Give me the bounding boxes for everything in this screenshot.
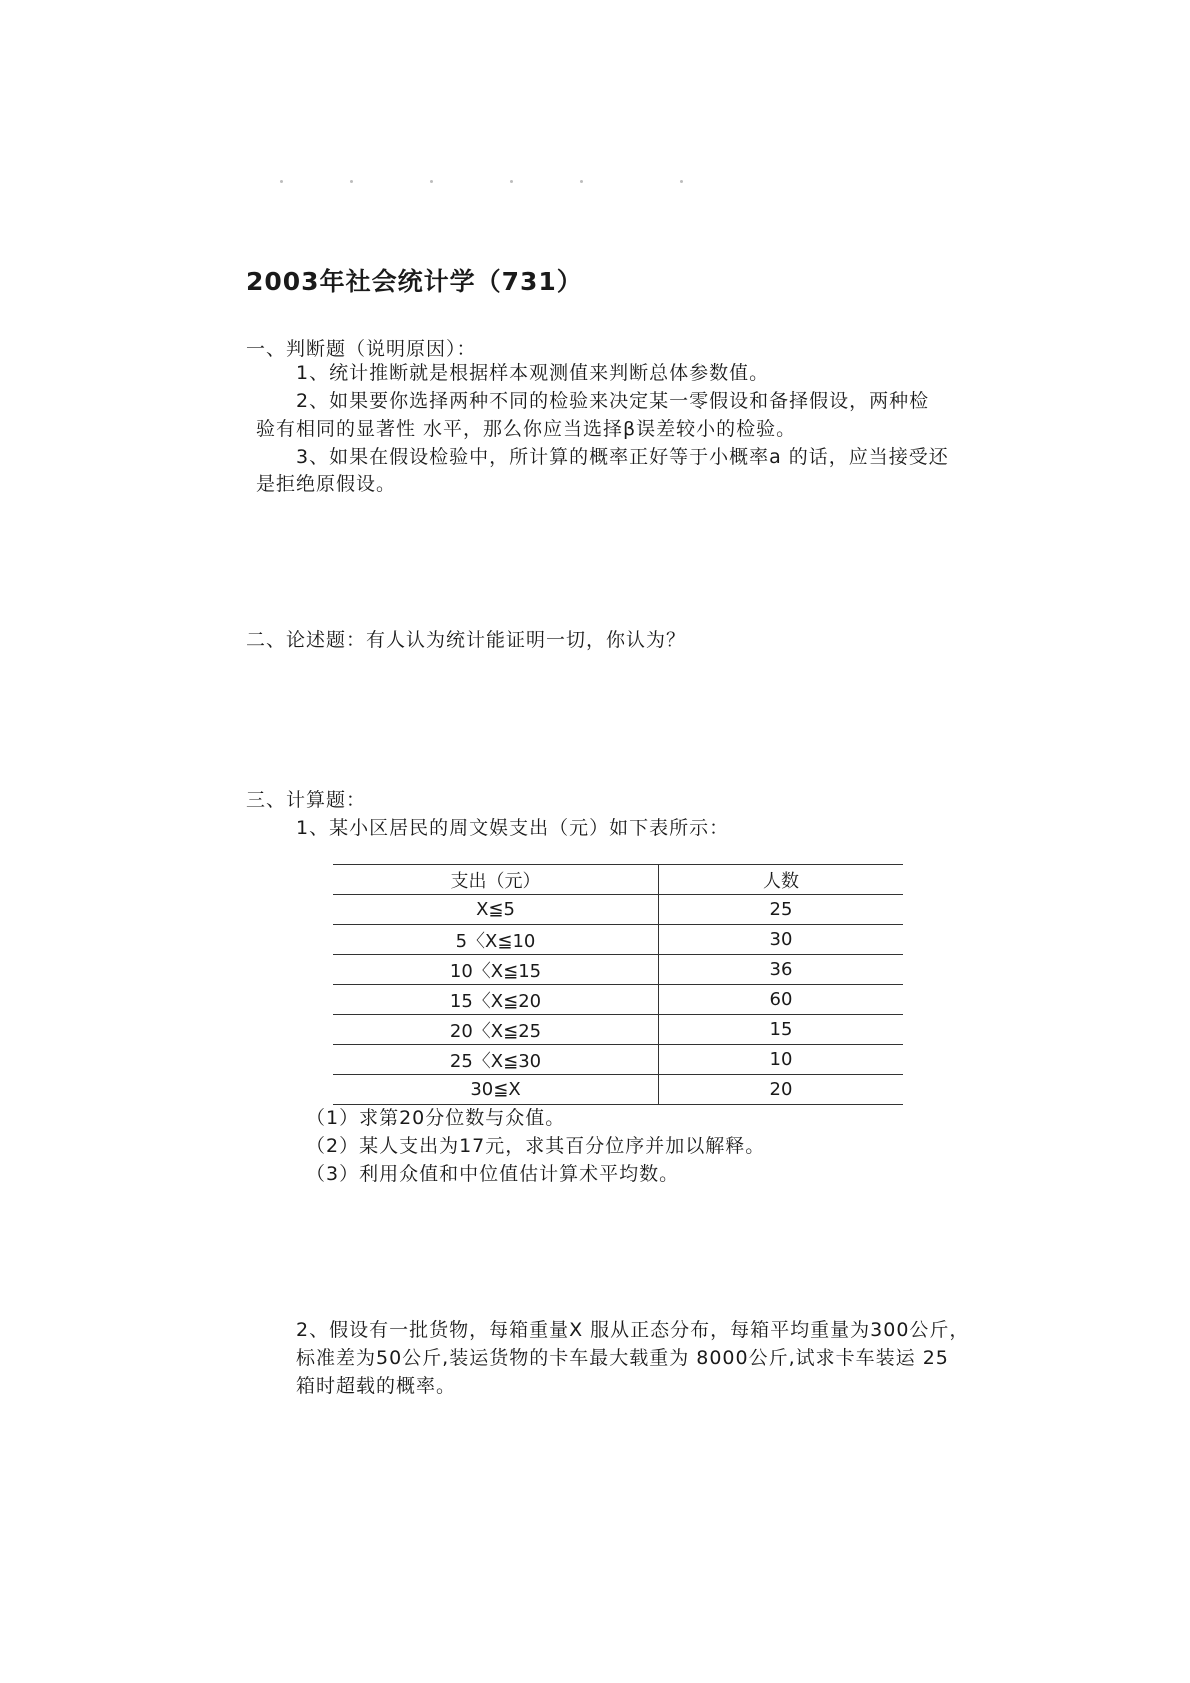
table-cell-range: 10〈X≦15 [333,955,659,985]
section3-subquestion2: （2）某人支出为17元，求其百分位序并加以解释。 [306,1135,766,1157]
table-cell-range: 15〈X≦20 [333,985,659,1015]
section3-heading: 三、计算题： [246,789,367,811]
table-row [333,1045,903,1075]
table-cell-count: 36 [659,955,904,985]
table-cell-count: 60 [659,985,904,1015]
section3-subquestion3: （3）利用众值和中位值估计算术平均数。 [306,1163,680,1185]
page-title: 2003年社会统计学（731） [246,267,583,296]
section3-question1-intro: 1、某小区居民的周文娱支出（元）如下表所示： [296,817,730,839]
section1-question3-line1: 3、如果在假设检验中，所计算的概率正好等于小概率a 的话，应当接受还 [296,446,949,468]
table-cell-range: X≦5 [333,895,659,925]
table-cell-count: 10 [659,1045,904,1075]
section3-question2-line1: 2、假设有一批货物，每箱重量X 服从正态分布，每箱平均重量为300公斤， [296,1319,970,1341]
table-row [333,1075,903,1105]
table-cell-count: 15 [659,1015,904,1045]
section1-question2-line2: 验有相同的显著性 水平，那么你应当选择β误差较小的检验。 [256,418,797,440]
table-row [333,1015,903,1045]
expenditure-table [333,864,903,1105]
scan-artifact-dots [280,180,700,186]
section1-question2-line1: 2、如果要你选择两种不同的检验来决定某一零假设和备择假设，两种检 [296,390,930,412]
table-header-count: 人数 [659,865,904,895]
section1-question1: 1、统计推断就是根据样本观测值来判断总体参数值。 [296,362,770,384]
table-row [333,895,903,925]
table-row [333,985,903,1015]
section3-subquestion1: （1）求第20分位数与众值。 [306,1107,566,1129]
table-row [333,925,903,955]
table-cell-count: 20 [659,1075,904,1105]
table-header-row [333,865,903,895]
table-row [333,955,903,985]
table-cell-range: 25〈X≦30 [333,1045,659,1075]
table-cell-range: 5〈X≦10 [333,925,659,955]
section2-heading: 二、论述题：有人认为统计能证明一切，你认为？ [246,629,687,651]
table-cell-count: 25 [659,895,904,925]
table-cell-range: 30≦X [333,1075,659,1105]
section3-question2-line3: 箱时超载的概率。 [296,1375,457,1397]
table-header-expenditure: 支出（元） [333,865,659,895]
table-cell-range: 20〈X≦25 [333,1015,659,1045]
section3-question2-line2: 标准差为50公斤,装运货物的卡车最大载重为 8000公斤,试求卡车装运 25 [296,1347,949,1369]
section1-heading: 一、判断题（说明原因）： [246,338,477,360]
section1-question3-line2: 是拒绝原假设。 [256,473,397,495]
table-cell-count: 30 [659,925,904,955]
